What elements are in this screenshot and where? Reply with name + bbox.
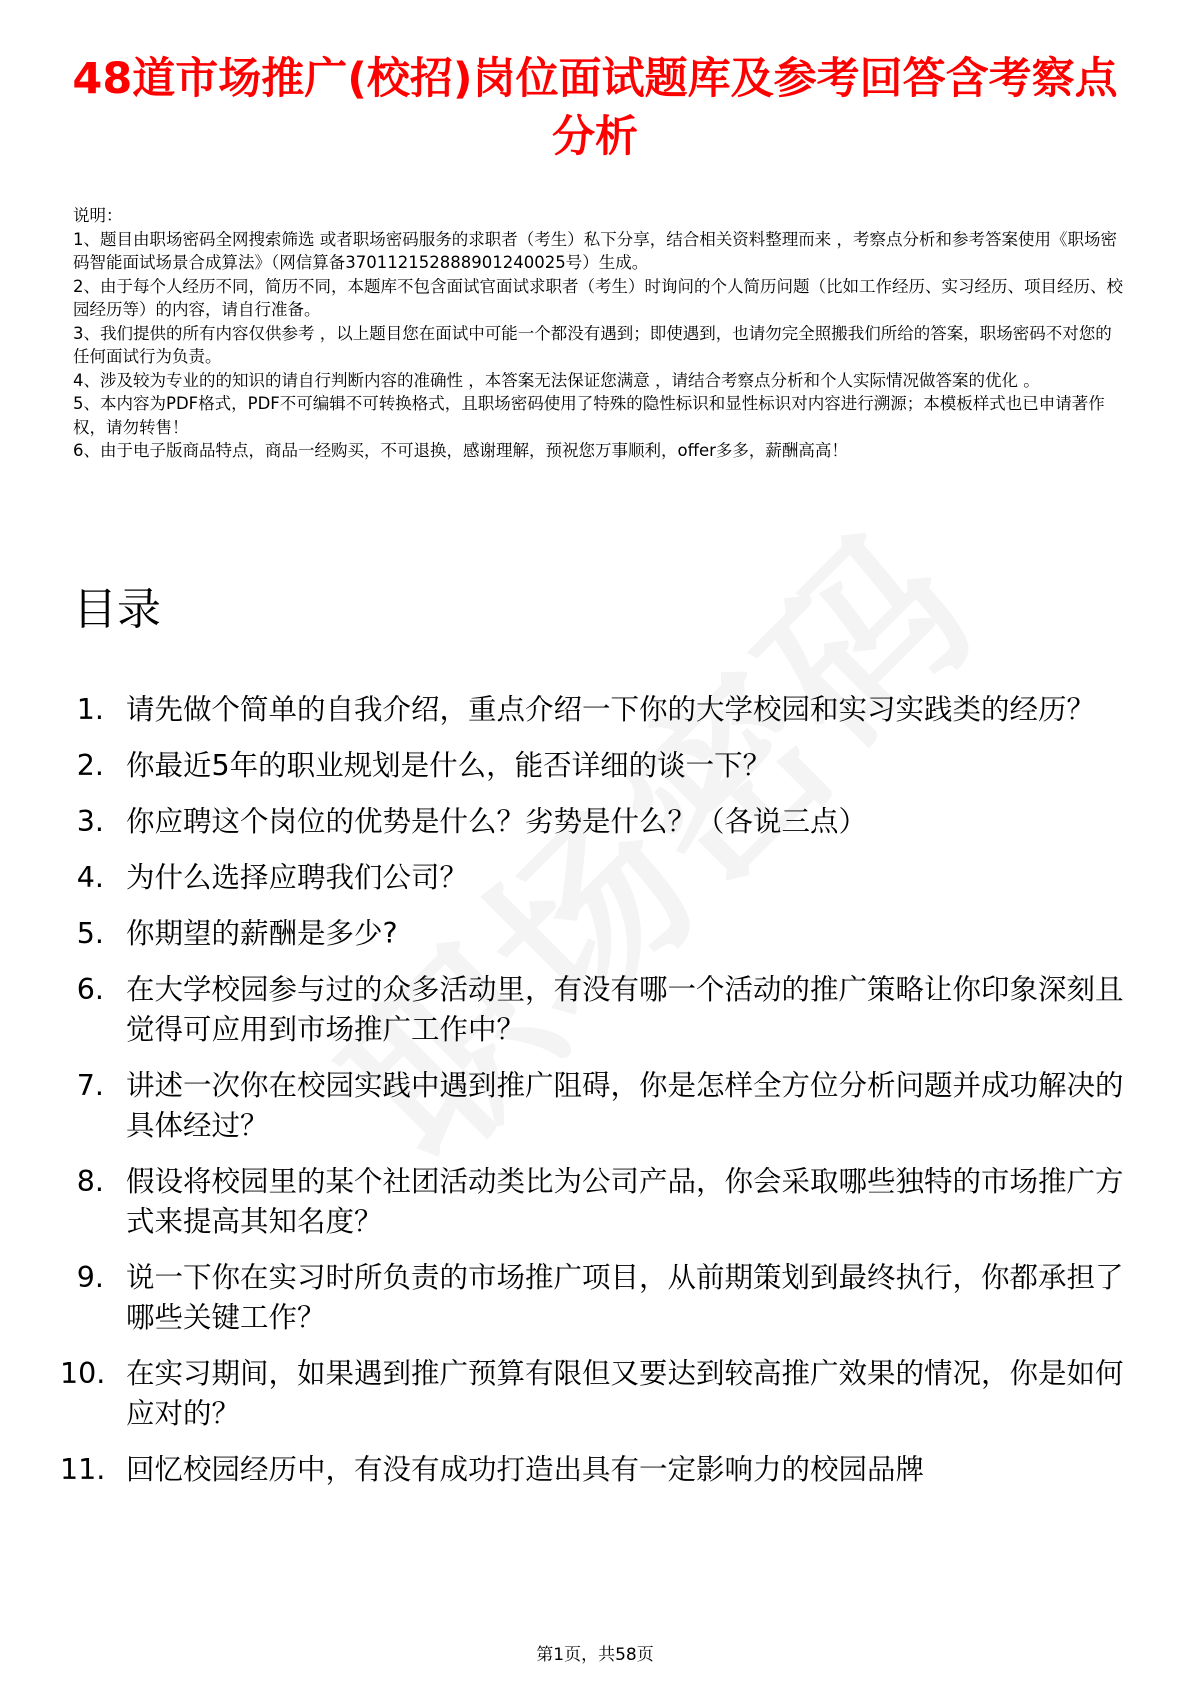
- toc-item-number: 1.: [76, 693, 104, 726]
- notes-section: [73, 204, 1123, 463]
- toc-item-number: 10.: [60, 1357, 106, 1390]
- toc-item-text: 为什么选择应聘我们公司？: [126, 861, 469, 894]
- toc-item-number: 7.: [76, 1069, 104, 1102]
- toc-item-text: 你应聘这个岗位的优势是什么？劣势是什么？（各说三点）: [126, 805, 868, 838]
- toc-item[interactable]: [60, 1066, 1140, 1146]
- toc-item-text: 回忆校园经历中，有没有成功打造出具有一定影响力的校园品牌: [126, 1453, 925, 1486]
- note-item: 2、由于每个人经历不同，简历不同，本题库不包含面试官面试求职者（考生）时询问的个人简历问题（比如工作经历、实习经历、项目经历、校园经历等）的内容，请自行准备。: [73, 276, 1123, 319]
- toc-list: [60, 690, 1140, 1506]
- note-item: 1、题目由职场密码全网搜索筛选 或者职场密码服务的求职者（考生）私下分享，结合相关资料整理而来 ，考察点分析和参考答案使用《职场密码智能面试场景合成算法》（网信算备370112152888901240025号）生成。: [73, 229, 1117, 272]
- toc-item[interactable]: [60, 1354, 1140, 1434]
- toc-item-text: 在实习期间，如果遇到推广预算有限但又要达到较高推广效果的情况，你是如何应对的？: [126, 1357, 1124, 1430]
- toc-item-number: 3.: [76, 805, 104, 838]
- toc-item-number: 11.: [60, 1453, 106, 1486]
- toc-heading: 目录: [73, 584, 161, 635]
- toc-item[interactable]: [60, 690, 1140, 730]
- toc-item-number: 9.: [76, 1261, 104, 1294]
- toc-item[interactable]: [60, 746, 1140, 786]
- toc-item[interactable]: [60, 1162, 1140, 1242]
- note-item: 4、涉及较为专业的的知识的请自行判断内容的准确性 ，本答案无法保证您满意 ，请结合考察点分析和个人实际情况做答案的优化 。: [73, 370, 1040, 390]
- page-title: 48道市场推广(校招)岗位面试题库及参考回答含考察点分析: [72, 54, 1118, 162]
- note-item: 5、本内容为PDF格式，PDF不可编辑不可转换格式，且职场密码使用了特殊的隐性标识和显性标识对内容进行溯源；本模板样式也已申请著作权，请勿转售！: [73, 394, 1105, 437]
- toc-item-text: 你期望的薪酬是多少?: [126, 917, 398, 950]
- toc-item-number: 2.: [76, 749, 104, 782]
- toc-item[interactable]: [60, 1450, 1140, 1490]
- toc-item-number: 8.: [76, 1165, 104, 1198]
- note-item: 3、我们提供的所有内容仅供参考 ，以上题目您在面试中可能一个都没有遇到；即使遇到，也请勿完全照搬我们所给的答案，职场密码不对您的任何面试行为负责。: [73, 323, 1112, 366]
- toc-item-text: 在大学校园参与过的众多活动里，有没有哪一个活动的推广策略让你印象深刻且觉得可应用到市场推广工作中？: [126, 973, 1124, 1046]
- toc-item-number: 6.: [76, 973, 104, 1006]
- toc-item[interactable]: [60, 914, 1140, 954]
- toc-item[interactable]: [60, 802, 1140, 842]
- toc-item[interactable]: [60, 1258, 1140, 1338]
- toc-item-text: 说一下你在实习时所负责的市场推广项目，从前期策划到最终执行，你都承担了哪些关键工作？: [126, 1261, 1124, 1334]
- toc-item[interactable]: [60, 970, 1140, 1050]
- toc-item-text: 假设将校园里的某个社团活动类比为公司产品，你会采取哪些独特的市场推广方式来提高其知名度？: [126, 1165, 1124, 1238]
- note-item: 6、由于电子版商品特点，商品一经购买，不可退换，感谢理解，预祝您万事顺利，offer多多，薪酬高高！: [73, 441, 848, 460]
- toc-item-text: 你最近5年的职业规划是什么，能否详细的谈一下？: [126, 749, 772, 782]
- toc-item-text: 讲述一次你在校园实践中遇到推广阻碍，你是怎样全方位分析问题并成功解决的具体经过？: [126, 1069, 1124, 1142]
- toc-item-number: 5.: [76, 917, 104, 950]
- page-footer: 第1页，共58页: [536, 1645, 654, 1665]
- toc-item-number: 4.: [76, 861, 104, 894]
- notes-heading: 说明：: [73, 206, 123, 225]
- toc-item[interactable]: [60, 858, 1140, 898]
- toc-item-text: 请先做个简单的自我介绍，重点介绍一下你的大学校园和实习实践类的经历？: [126, 693, 1096, 726]
